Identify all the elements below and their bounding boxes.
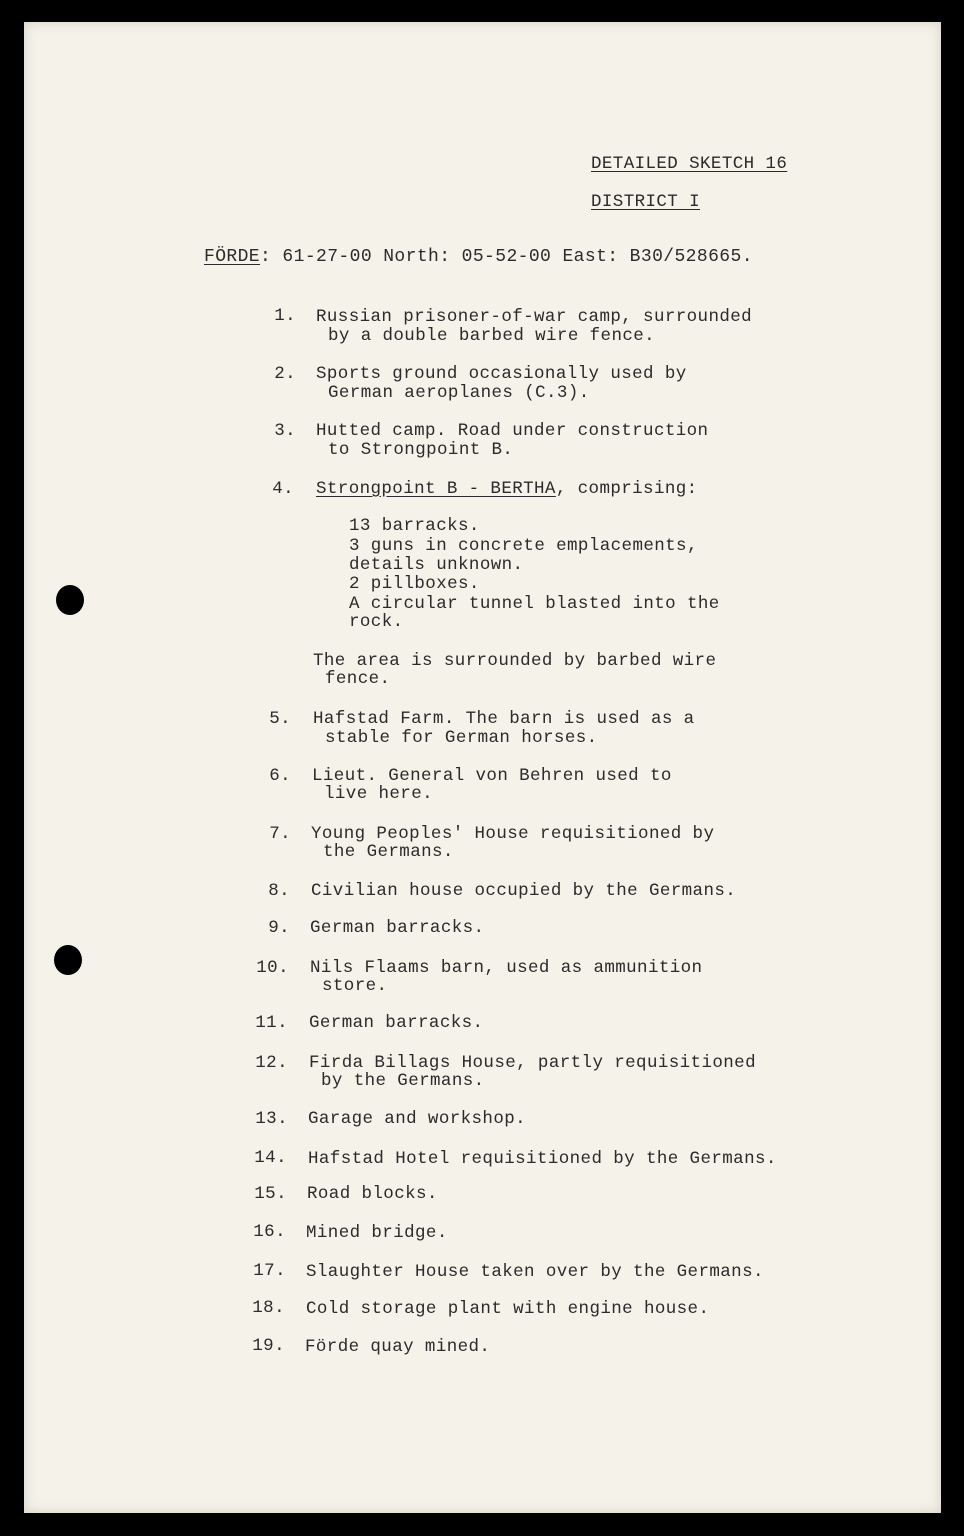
- item-text: Hafstad Farm. The barn is used as a: [313, 709, 695, 729]
- strongpoint-detail: 3 guns in concrete emplacements,: [349, 536, 698, 556]
- item-number: 3.: [274, 421, 296, 441]
- item-text: Firda Billags House, partly requisitioned: [309, 1053, 756, 1073]
- item-number: 17.: [253, 1261, 286, 1281]
- item-text: Sports ground occasionally used by: [316, 364, 687, 384]
- item-text: Mined bridge.: [306, 1223, 448, 1243]
- item-number: 10.: [256, 958, 289, 978]
- strongpoint-detail: rock.: [349, 612, 404, 632]
- item-text: Lieut. General von Behren used to: [312, 766, 672, 786]
- item-text: the Germans.: [323, 842, 454, 862]
- item-text: Hafstad Hotel requisitioned by the Germans.: [308, 1149, 777, 1169]
- item-number: 4.: [272, 479, 294, 499]
- item-text: Hutted camp. Road under construction: [316, 421, 709, 441]
- item-text: stable for German horses.: [325, 728, 598, 748]
- item-number: 6.: [269, 766, 291, 786]
- item-text: to Strongpoint B.: [328, 440, 514, 460]
- item-number: 12.: [255, 1053, 288, 1073]
- coordinates: : 61-27-00 North: 05-52-00 East: B30/528665.: [260, 247, 753, 267]
- item-number: 11.: [255, 1013, 288, 1033]
- item-text: Civilian house occupied by the Germans.: [311, 881, 737, 901]
- item-number: 18.: [252, 1298, 285, 1318]
- strongpoint-heading: Strongpoint B - BERTHA: [316, 479, 556, 499]
- strongpoint-detail: 13 barracks.: [349, 516, 480, 536]
- item-number: 5.: [269, 709, 291, 729]
- item-text: Nils Flaams barn, used as ammunition: [310, 958, 703, 978]
- strongpoint-note: The area is surrounded by barbed wire: [313, 651, 717, 671]
- item-number: 1.: [274, 306, 296, 326]
- item-text: German barracks.: [310, 918, 485, 938]
- item-text: [316, 480, 698, 499]
- item-number: 16.: [253, 1222, 286, 1242]
- item-text: German aeroplanes (C.3).: [328, 383, 590, 403]
- item-text: Garage and workshop.: [308, 1109, 527, 1129]
- item-number: 13.: [255, 1109, 288, 1129]
- sketch-title: DETAILED SKETCH 16: [591, 154, 788, 174]
- place-name: FÖRDE: [204, 247, 261, 267]
- item-text: Russian prisoner-of-war camp, surrounded: [316, 307, 753, 327]
- strongpoint-detail: A circular tunnel blasted into the: [349, 594, 720, 614]
- item-text: by the Germans.: [321, 1071, 485, 1091]
- strongpoint-note: fence.: [325, 669, 391, 689]
- item-text: Förde quay mined.: [305, 1337, 491, 1357]
- item-text: Road blocks.: [307, 1184, 438, 1204]
- item-number: 7.: [269, 824, 291, 844]
- punch-hole-bottom: [54, 945, 82, 975]
- location-line: [204, 247, 753, 267]
- district-label: DISTRICT I: [591, 192, 701, 212]
- item-text: Slaughter House taken over by the Germans.: [306, 1262, 764, 1282]
- item-text: by a double barbed wire fence.: [328, 326, 656, 346]
- item-number: 9.: [268, 918, 290, 938]
- item-text: German barracks.: [309, 1013, 484, 1033]
- item-number: 14.: [254, 1148, 287, 1168]
- item-number: 2.: [274, 364, 296, 384]
- item-number: 19.: [252, 1336, 285, 1356]
- item-number: 15.: [254, 1184, 287, 1204]
- item-text: Cold storage plant with engine house.: [306, 1299, 710, 1319]
- strongpoint-detail: details unknown.: [349, 555, 524, 575]
- strongpoint-detail: 2 pillboxes.: [349, 574, 480, 594]
- item-text: live here.: [324, 784, 434, 804]
- strongpoint-heading-suffix: , comprising:: [555, 479, 698, 499]
- item-text: store.: [322, 976, 388, 996]
- item-number: 8.: [268, 881, 290, 901]
- item-text: Young Peoples' House requisitioned by: [311, 824, 715, 844]
- punch-hole-top: [56, 585, 84, 615]
